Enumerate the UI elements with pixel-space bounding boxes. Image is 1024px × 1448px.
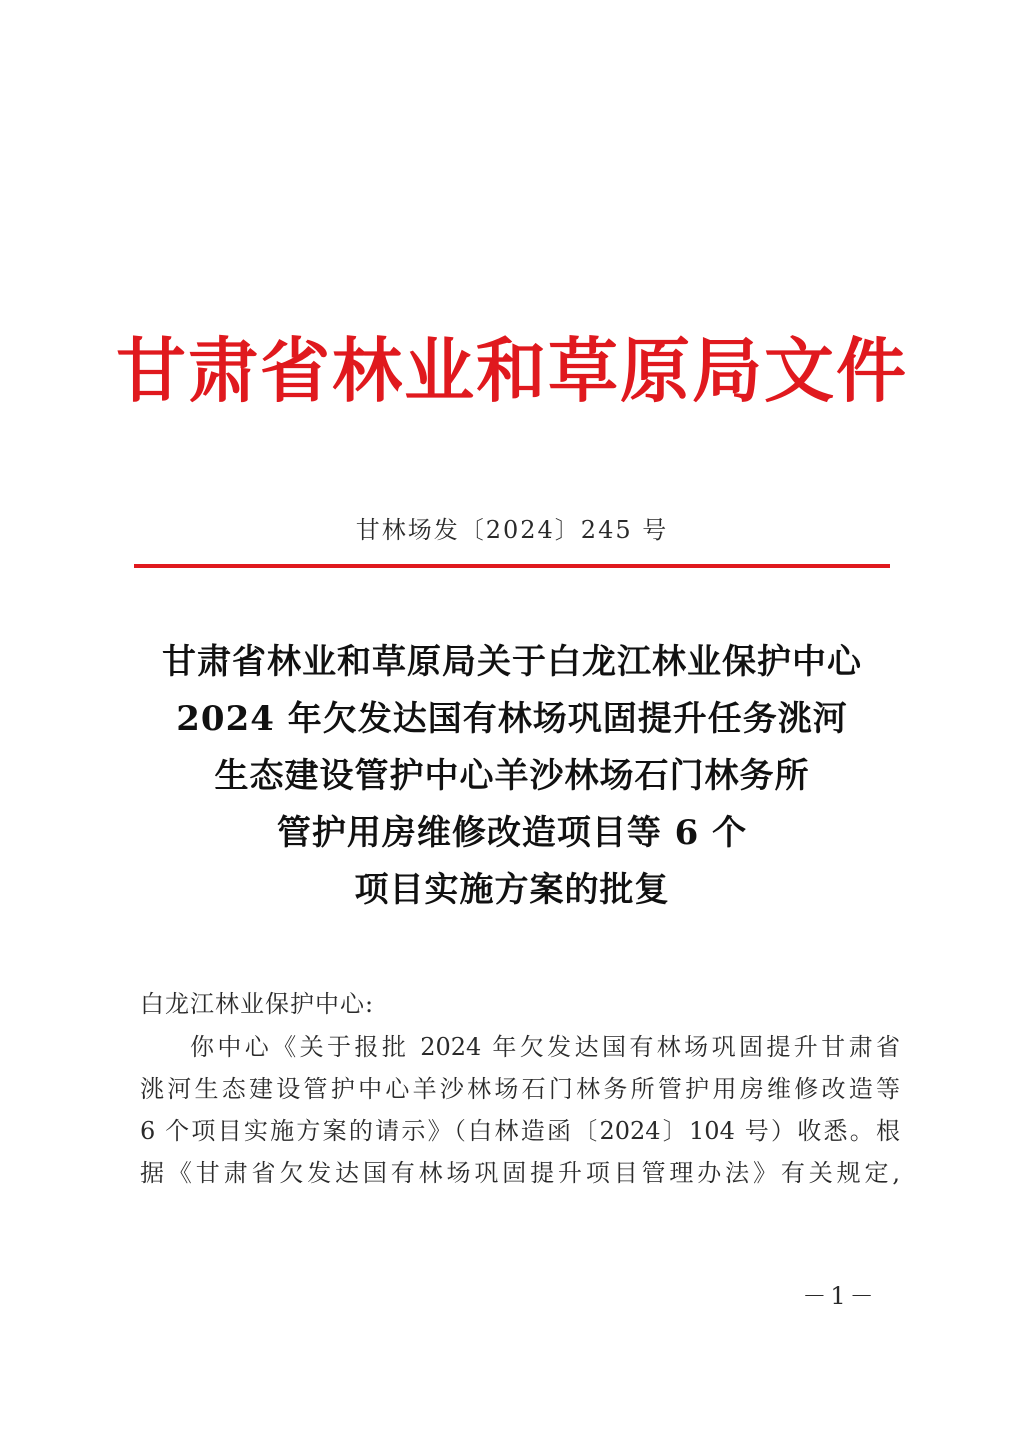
body-text-line: 据《甘肃省欠发达国有林场巩固提升项目管理办法》有关规定, (140, 1159, 900, 1187)
title-line: 2024 年欠发达国有林场巩固提升任务洮河 (176, 699, 848, 739)
body-text-line: 6 个项目实施方案的请示》（白林造函〔2024〕104 号）收悉。根 (140, 1117, 900, 1145)
document-title (0, 634, 1024, 919)
title-line: 管护用房维修改造项目等 6 个 (276, 813, 748, 853)
issuer-masthead: 甘肃省林业和草原局文件 (116, 329, 908, 412)
title-line: 项目实施方案的批复 (354, 870, 670, 910)
document-body (140, 982, 900, 1194)
body-text-line: 你中心《关于报批 2024 年欠发达国有林场巩固提升甘肃省 (190, 1033, 900, 1061)
red-divider-rule (134, 564, 890, 568)
page-number: －1－ (802, 1282, 878, 1310)
title-line: 甘肃省林业和草原局关于白龙江林业保护中心 (162, 642, 862, 682)
salutation: 白龙江林业保护中心: (140, 990, 375, 1018)
body-text-line: 洮河生态建设管护中心羊沙林场石门林务所管护用房维修改造等 (140, 1075, 900, 1103)
document-number: 甘林场发〔2024〕245 号 (355, 516, 669, 544)
title-line: 生态建设管护中心羊沙林场石门林务所 (214, 756, 810, 796)
